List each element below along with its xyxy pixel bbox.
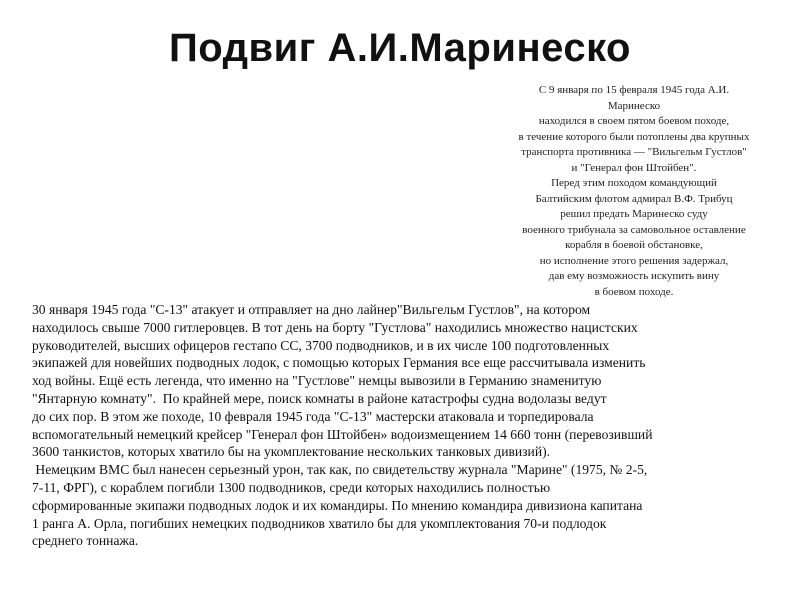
side-note-line: С 9 января по 15 февраля 1945 года А.И. (538, 84, 730, 96)
paragraph-line: 3600 танкистов, которых хватило бы на укомплектование нескольких танковых дивизий). (32, 444, 551, 460)
paragraph-line: 1 ранга А. Орла, погибших немецких подводников хватило бы для укомплектования 70-и подлодок (32, 515, 607, 531)
paragraph-line: экипажей для новейших подводных лодок, с помощью которых Германия все еще рассчитывала изменить (32, 355, 646, 371)
side-note-line: Маринеско (607, 99, 661, 112)
side-note-line: военного трибунала за самовольное оставление (522, 223, 746, 236)
paragraph-line: среднего тоннажа. (32, 533, 139, 549)
main-paragraph (32, 301, 792, 550)
side-note-line: транспорта противника — "Вильгельм Густлов" (521, 146, 747, 158)
paragraph-line: 7-11, ФРГ), с кораблем погибли 1300 подводников, среди которых находились полностью (32, 479, 551, 495)
side-note (484, 83, 784, 300)
side-note-line: корабля в боевой обстановке, (565, 239, 703, 251)
side-note-line: решил предать Маринеско суду (560, 208, 708, 220)
side-note-line: в течение которого были потоплены два крупных (518, 130, 750, 143)
slide-title: Подвиг А.И.Маринеско (169, 26, 631, 70)
paragraph-line: "Янтарную комнату". По крайней мере, поиск комнаты в районе катастрофы судна водолазы ведут (32, 390, 607, 406)
paragraph-line: до сих пор. В этом же походе, 10 февраля 1945 года "С-13" мастерски атаковала и торпедировала (32, 408, 594, 424)
paragraph-line: 30 января 1945 года "С-13" атакует и отправляет на дно лайнер"Вильгельм Густлов", на котором (32, 302, 591, 317)
paragraph-line: сформированные экипажи подводных лодок и их командиры. По мнению командира дивизиона капитана (32, 497, 643, 513)
side-note-line: Балтийским флотом адмирал В.Ф. Трибуц (535, 192, 733, 205)
paragraph-line: находилось свыше 7000 гитлеровцев. В тот день на борту "Густлова" находились множество нацистских (32, 319, 638, 335)
paragraph-line: руководителей, высших офицеров гестапо СС, 3700 подводников, и в их числе 100 подготовленных (32, 337, 610, 353)
side-note-line: и "Генерал фон Штойбен". (571, 161, 697, 174)
side-note-line: но исполнение этого решения задержал, (539, 254, 729, 267)
side-note-line: дав ему возможность искупить вину (548, 270, 720, 282)
paragraph-line: вспомогательный немецкий крейсер "Генерал фон Штойбен» водоизмещением 14 660 тонн (перевозивший (32, 426, 653, 442)
side-note-line: находился в своем пятом боевом походе, (538, 115, 730, 127)
paragraph-line: ход войны. Ещё есть легенда, что именно на "Густлове" немцы вывозили в Германию знаменитую (32, 373, 602, 389)
side-note-line: в боевом походе. (594, 285, 674, 298)
side-note-line: Перед этим походом командующий (551, 177, 717, 189)
paragraph-line: Немецким ВМС был нанесен серьезный урон, так как, по свидетельству журнала "Марине" (1975, № 2-5, (32, 462, 648, 478)
